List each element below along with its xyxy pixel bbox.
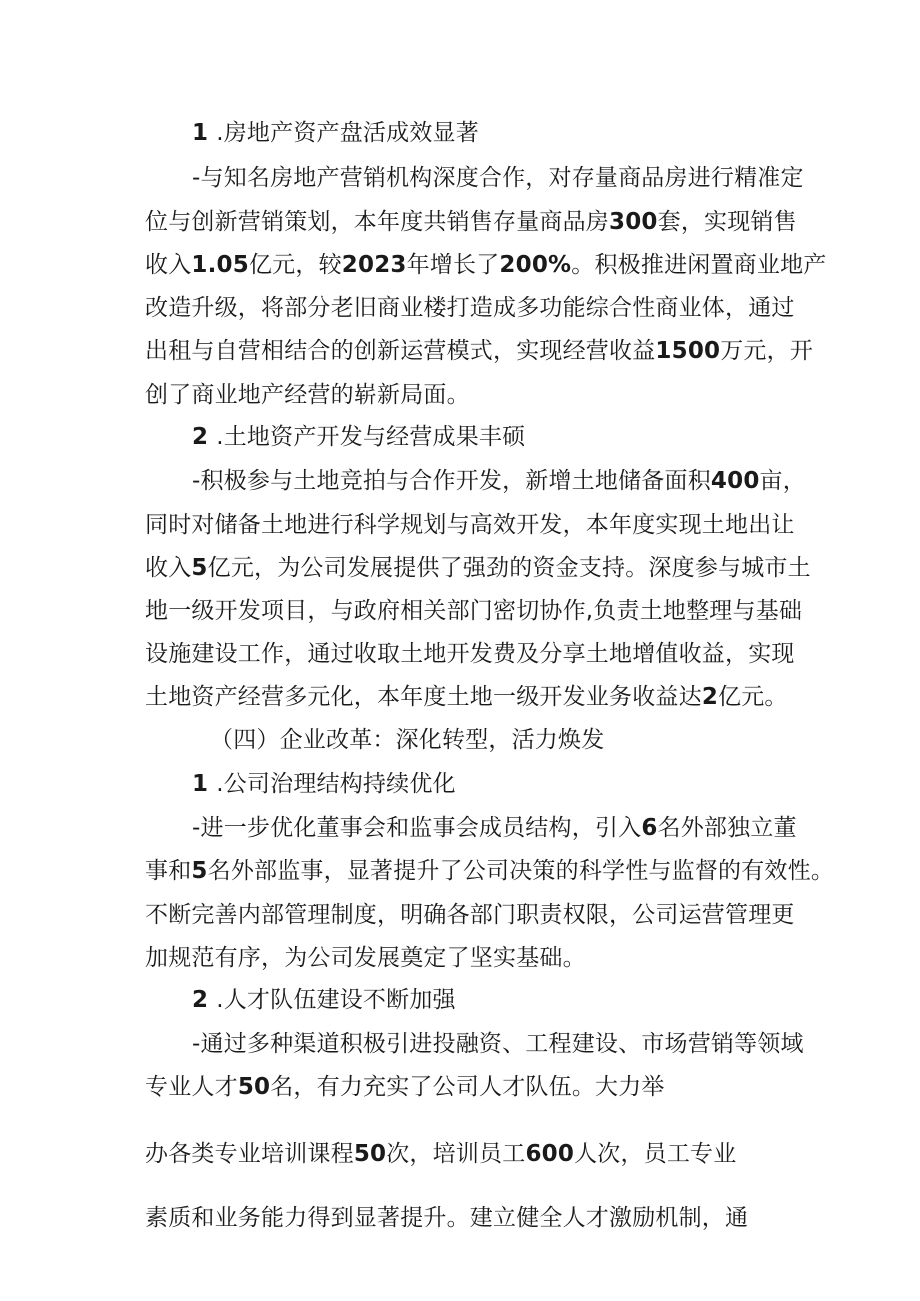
figure-number: 2	[701, 684, 719, 710]
figure-number: 50	[353, 1141, 387, 1167]
paragraph-line: 地一级开发项目，与政府相关部门密切协作,负责土地整理与基础	[145, 598, 803, 624]
figure-number: 600	[525, 1141, 575, 1167]
heading-text: .土地资产开发与经营成果丰硕	[216, 424, 526, 450]
paragraph-line: 同时对储备土地进行科学规划与高效开发，本年度实现土地出让	[145, 512, 795, 538]
figure-number: 50	[237, 1074, 271, 1100]
paragraph-line: 不断完善内部管理制度，明确各部门职责权限，公司运营管理更	[145, 902, 795, 928]
figure-number: 1.05	[191, 252, 249, 278]
figure-number: 1500	[655, 338, 721, 364]
paragraph-line: -进一步优化董事会和监事会成员结构，引入6名外部独立董	[192, 815, 797, 841]
paragraph-line: 出租与自营相结合的创新运营模式，实现经营收益1500万元，开	[145, 338, 814, 364]
paragraph-line: 收入5亿元，为公司发展提供了强劲的资金支持。深度参与城市土	[145, 555, 811, 581]
paragraph-line: 加规范有序，为公司发展奠定了坚实基础。	[145, 945, 586, 971]
heading-real-estate	[192, 118, 479, 148]
figure-number: 2023	[341, 252, 407, 278]
paragraph-line: -积极参与土地竞拍与合作开发，新增土地储备面积400亩，	[192, 468, 806, 494]
paragraph-line: 设施建设工作，通过收取土地开发费及分享土地增值收益，实现	[145, 641, 795, 667]
paragraph-line: -通过多种渠道积极引进投融资、工程建设、市场营销等领域	[192, 1031, 804, 1057]
heading-number: 2	[192, 424, 209, 450]
heading-land-assets	[192, 422, 525, 452]
heading-governance	[192, 769, 456, 799]
heading-number: 1	[192, 771, 209, 797]
paragraph-line: -与知名房地产营销机构深度合作，对存量商品房进行精准定	[192, 165, 804, 191]
figure-number: 5	[191, 555, 208, 581]
paragraph-line: 专业人才50名，有力充实了公司人才队伍。大力举	[145, 1074, 665, 1100]
figure-number: 5	[191, 858, 208, 884]
heading-text: .房地产资产盘活成效显著	[216, 120, 479, 146]
section-title: （四）企业改革：深化转型，活力焕发	[210, 727, 605, 753]
paragraph-line: 办各类专业培训课程50次，培训员工600人次，员工专业	[145, 1141, 737, 1167]
heading-number: 1	[192, 120, 209, 146]
paragraph-line: 土地资产经营多元化，本年度土地一级开发业务收益达2亿元。	[145, 684, 788, 710]
figure-number: 400	[710, 468, 760, 494]
paragraph-line: 素质和业务能力得到显著提升。建立健全人才激励机制，通	[145, 1205, 749, 1231]
heading-number: 2	[192, 987, 209, 1013]
paragraph-line: 收入1.05亿元，较2023年增长了200%。积极推进闲置商业地产	[145, 252, 827, 278]
figure-number: 6	[641, 815, 658, 841]
heading-text: .公司治理结构持续优化	[216, 771, 456, 797]
figure-number: 300	[609, 209, 658, 235]
figure-number: 200%	[499, 252, 572, 278]
paragraph-line: 位与创新营销策划，本年度共销售存量商品房300套，实现销售	[145, 209, 797, 235]
heading-text: .人才队伍建设不断加强	[216, 987, 456, 1013]
paragraph-line: 创了商业地产经营的崭新局面。	[145, 382, 470, 408]
paragraph-line: 改造升级，将部分老旧商业楼打造成多功能综合性商业体，通过	[145, 295, 795, 321]
paragraph-line: 事和5名外部监事，显著提升了公司决策的科学性与监督的有效性。	[145, 858, 835, 884]
heading-talent	[192, 985, 456, 1015]
